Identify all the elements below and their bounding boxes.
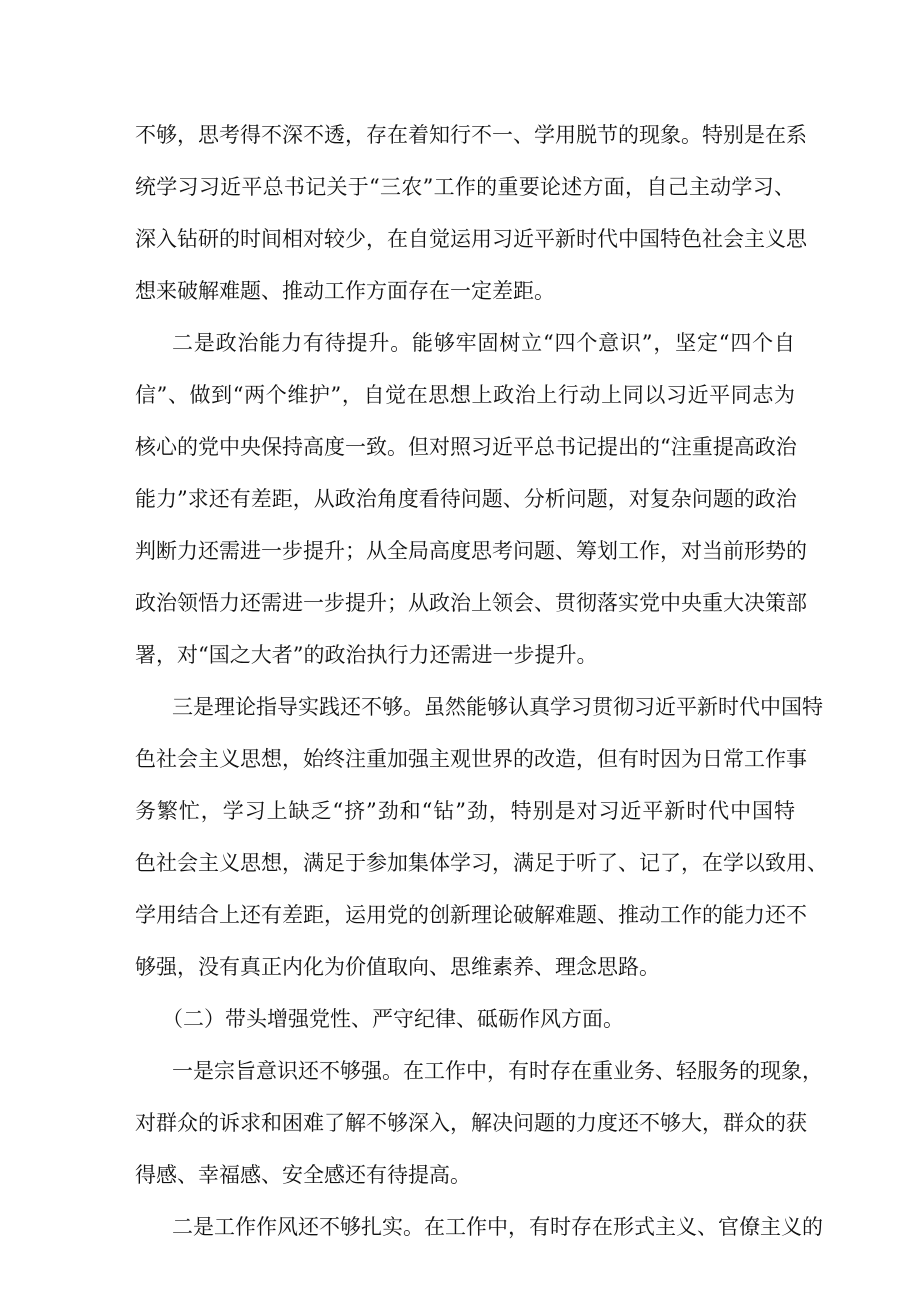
text-line: 信”、做到“两个维护”，自觉在思想上政治上行动上同以习近平同志为 <box>135 383 795 407</box>
text-line: 深入钻研的时间相对较少，在自觉运用习近平新时代中国特色社会主义思 <box>135 227 807 251</box>
text-line: 核心的党中央保持高度一致。但对照习近平总书记提出的“注重提高政治 <box>135 435 797 459</box>
text-line: 不够，思考得不深不透，存在着知行不一、学用脱节的现象。特别是在系 <box>135 123 807 147</box>
text-line: 一是宗旨意识还不够强。在工作中，有时存在重业务、轻服务的现象， <box>172 1059 823 1083</box>
text-line: 色社会主义思想，满足于参加集体学习，满足于听了、记了，在学以致用、 <box>135 851 828 875</box>
text-line: 务繁忙，学习上缺乏“挤”劲和“钻”劲，特别是对习近平新时代中国特 <box>135 799 795 823</box>
text-line: 二是政治能力有待提升。能够牢固树立“四个意识”，坚定“四个自 <box>172 331 795 355</box>
text-line: 三是理论指导实践还不够。虽然能够认真学习贯彻习近平新时代中国特 <box>172 695 823 719</box>
text-line: 够强，没有真正内化为价值取向、思维素养、理念思路。 <box>135 955 660 979</box>
text-line: 能力”求还有差距，从政治角度看待问题、分析问题，对复杂问题的政治 <box>135 487 797 511</box>
section-heading-text: （二）带头增强党性、严守纪律、砥砺作风方面。 <box>162 1007 624 1031</box>
text-line: 政治领悟力还需进一步提升；从政治上领会、贯彻落实党中央重大决策部 <box>135 591 807 615</box>
text-line: 二是工作作风还不够扎实。在工作中，有时存在形式主义、官僚主义的 <box>172 1215 823 1239</box>
text-line: 想来破解难题、推动工作方面存在一定差距。 <box>135 279 555 303</box>
text-line: 对群众的诉求和困难了解不够深入，解决问题的力度还不够大，群众的获 <box>135 1111 807 1135</box>
text-line: 统学习习近平总书记关于“三农”工作的重要论述方面，自己主动学习、 <box>135 175 795 199</box>
text-line: 色社会主义思想，始终注重加强主观世界的改造，但有时因为日常工作事 <box>135 747 807 771</box>
text-line: 得感、幸福感、安全感还有待提高。 <box>135 1163 471 1187</box>
text-line: 判断力还需进一步提升；从全局高度思考问题、筹划工作，对当前形势的 <box>135 539 807 563</box>
text-line: 学用结合上还有差距，运用党的创新理论破解难题、推动工作的能力还不 <box>135 903 807 927</box>
text-line: 署，对“国之大者”的政治执行力还需进一步提升。 <box>135 643 598 667</box>
